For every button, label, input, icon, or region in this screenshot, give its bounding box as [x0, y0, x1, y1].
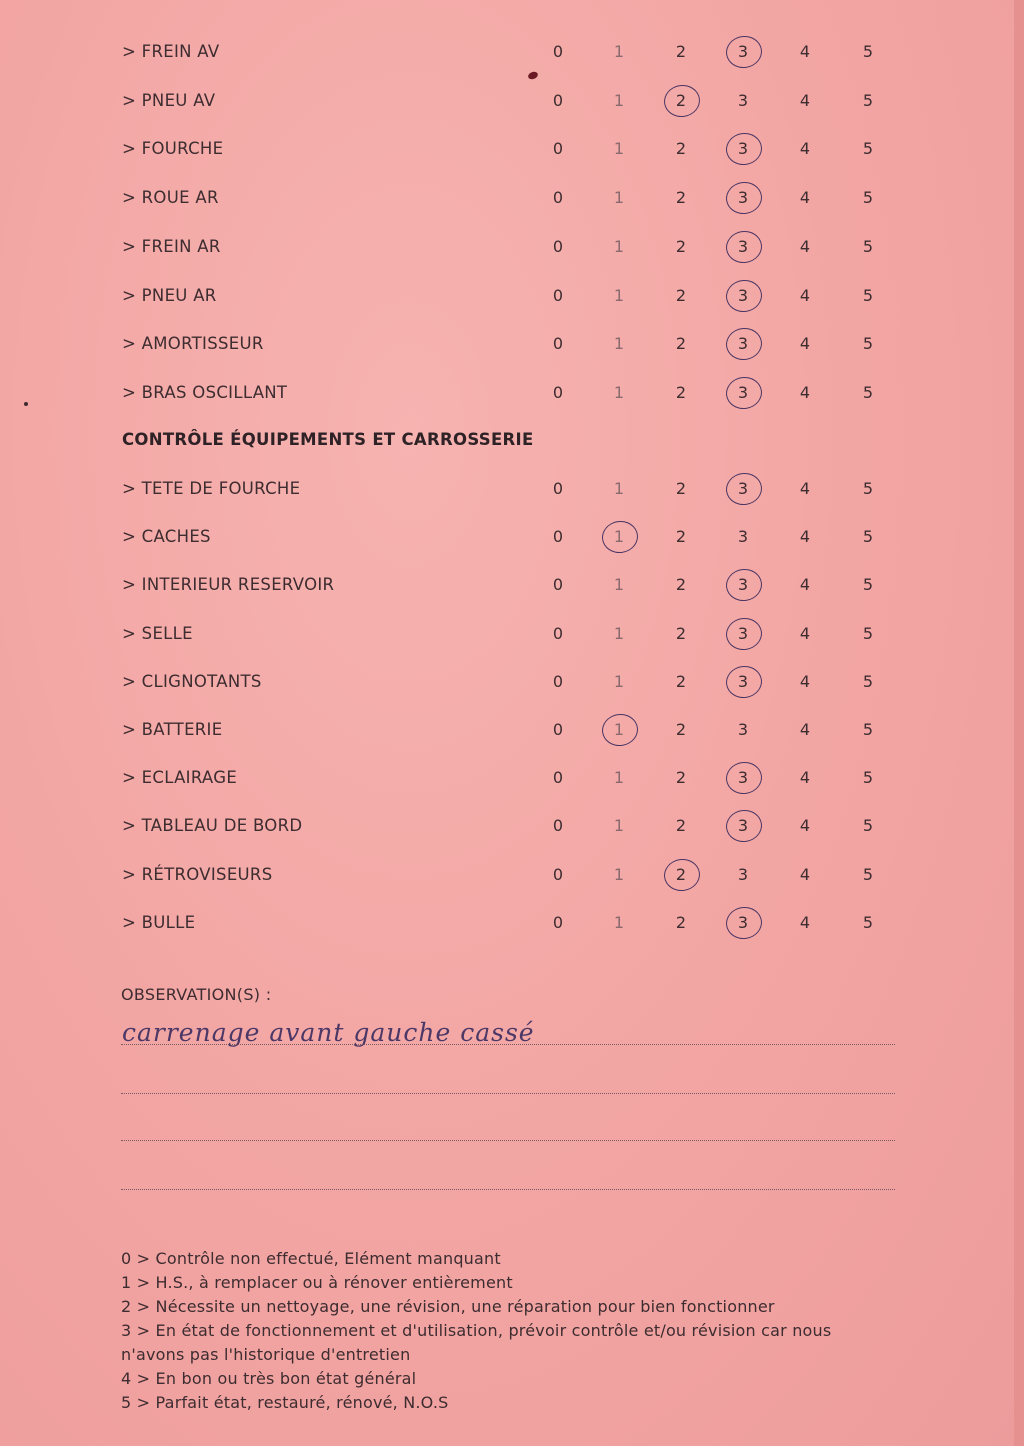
checklist-row — [0, 233, 1024, 263]
score-option[interactable]: 0 — [552, 671, 564, 691]
score-option[interactable]: 1 — [613, 768, 625, 788]
score-option[interactable]: 3 — [737, 623, 749, 643]
checklist-row — [0, 282, 1024, 312]
legend-line: 2 > Nécessite un nettoyage, une révision, une réparation pour bien fonctionner — [121, 1297, 775, 1316]
score-option[interactable]: 1 — [613, 90, 625, 110]
score-option[interactable]: 0 — [552, 382, 564, 402]
score-option[interactable]: 4 — [799, 527, 811, 547]
score-option[interactable]: 4 — [799, 90, 811, 110]
legend-line: 3 > En état de fonctionnement et d'utilisation, prévoir contrôle et/ou révision car nous — [121, 1321, 832, 1340]
score-option[interactable]: 2 — [675, 139, 687, 159]
score-option[interactable]: 1 — [613, 864, 625, 884]
selected-score-circle — [724, 34, 764, 71]
checklist-row — [0, 184, 1024, 214]
checklist-item-label: > CLIGNOTANTS — [122, 671, 262, 691]
observation-line — [121, 1093, 895, 1094]
score-option[interactable]: 5 — [862, 285, 874, 305]
score-option[interactable]: 4 — [799, 382, 811, 402]
score-option[interactable]: 5 — [862, 479, 874, 498]
score-option[interactable]: 1 — [613, 671, 625, 691]
score-option[interactable]: 3 — [737, 42, 749, 61]
score-option[interactable]: 3 — [737, 720, 749, 739]
score-option[interactable]: 2 — [675, 768, 687, 788]
score-option[interactable]: 5 — [862, 575, 874, 595]
checklist-item-label: > PNEU AV — [122, 90, 216, 110]
checklist-item-label: > ECLAIRAGE — [122, 768, 238, 788]
score-option[interactable]: 4 — [799, 671, 811, 691]
checklist-row — [0, 812, 1024, 842]
score-option[interactable]: 3 — [737, 575, 749, 595]
score-option[interactable]: 5 — [862, 527, 874, 547]
score-option[interactable]: 2 — [675, 334, 687, 354]
score-option[interactable]: 4 — [799, 479, 811, 498]
score-option[interactable]: 2 — [675, 623, 687, 643]
score-option[interactable]: 4 — [799, 285, 811, 305]
score-option[interactable]: 5 — [862, 42, 874, 61]
selected-score-circle — [724, 131, 764, 168]
score-option[interactable]: 4 — [799, 42, 811, 61]
score-option[interactable]: 0 — [552, 575, 564, 595]
checklist-item-label: > AMORTISSEUR — [122, 334, 264, 354]
checklist-row — [0, 330, 1024, 360]
checklist-row — [0, 379, 1024, 409]
ink-stain — [527, 71, 539, 81]
score-option[interactable]: 0 — [552, 42, 564, 61]
observation-line — [121, 1189, 895, 1190]
score-option[interactable]: 3 — [737, 479, 749, 498]
score-option[interactable]: 3 — [737, 285, 749, 305]
checklist-row — [0, 87, 1024, 117]
checklist-row — [0, 620, 1024, 650]
observations-label: OBSERVATION(S) : — [121, 985, 272, 1004]
checklist-item-label: > CACHES — [122, 527, 211, 547]
selected-score-circle — [724, 904, 764, 941]
score-option[interactable]: 5 — [862, 139, 874, 159]
score-option[interactable]: 0 — [552, 768, 564, 788]
checklist-row — [0, 571, 1024, 601]
score-option[interactable]: 4 — [799, 575, 811, 595]
score-option[interactable]: 0 — [552, 479, 564, 498]
observation-handwritten-note: carrenage avant gauche cassé — [122, 1018, 535, 1047]
score-option[interactable]: 3 — [737, 864, 749, 884]
selected-score-circle — [724, 567, 764, 604]
checklist-row — [0, 668, 1024, 698]
checklist-row — [0, 764, 1024, 794]
score-option[interactable]: 4 — [799, 139, 811, 159]
score-option[interactable]: 4 — [799, 236, 811, 256]
score-option[interactable]: 4 — [799, 720, 811, 739]
score-option[interactable]: 2 — [675, 912, 687, 932]
checklist-item-label: > BRAS OSCILLANT — [122, 382, 288, 402]
checklist-item-label: > INTERIEUR RESERVOIR — [122, 575, 335, 595]
score-option[interactable]: 1 — [613, 816, 625, 836]
score-option[interactable]: 1 — [613, 479, 625, 498]
score-option[interactable]: 4 — [799, 188, 811, 208]
score-option[interactable]: 1 — [613, 42, 625, 61]
score-option[interactable]: 3 — [737, 139, 749, 159]
score-option[interactable]: 0 — [552, 623, 564, 643]
checklist-row — [0, 861, 1024, 891]
score-option[interactable]: 1 — [613, 285, 625, 305]
score-option[interactable]: 1 — [613, 382, 625, 402]
selected-score-circle — [724, 760, 764, 797]
score-option[interactable]: 1 — [613, 139, 625, 159]
score-option[interactable]: 2 — [675, 864, 687, 884]
score-option[interactable]: 0 — [552, 816, 564, 836]
checklist-row — [0, 475, 1024, 505]
score-option[interactable]: 5 — [862, 768, 874, 788]
score-option[interactable]: 4 — [799, 816, 811, 836]
selected-score-circle — [724, 808, 764, 845]
score-option[interactable]: 3 — [737, 236, 749, 256]
score-option[interactable]: 2 — [675, 671, 687, 691]
selected-score-circle — [600, 712, 640, 749]
score-option[interactable]: 3 — [737, 912, 749, 932]
score-option[interactable]: 0 — [552, 188, 564, 208]
score-option[interactable]: 2 — [675, 42, 687, 61]
checklist-item-label: > FREIN AV — [122, 42, 220, 61]
score-option[interactable]: 3 — [737, 671, 749, 691]
score-option[interactable]: 3 — [737, 527, 749, 547]
score-option[interactable]: 0 — [552, 912, 564, 932]
selected-score-circle — [662, 856, 702, 893]
score-option[interactable]: 1 — [613, 236, 625, 256]
selected-score-circle — [724, 180, 764, 217]
observation-line — [121, 1140, 895, 1141]
score-option[interactable]: 3 — [737, 188, 749, 208]
score-option[interactable]: 2 — [675, 90, 687, 110]
score-option[interactable]: 4 — [799, 623, 811, 643]
score-option[interactable]: 5 — [862, 816, 874, 836]
score-option[interactable]: 1 — [613, 188, 625, 208]
score-option[interactable]: 3 — [737, 334, 749, 354]
selected-score-circle — [724, 615, 764, 652]
score-option[interactable]: 4 — [799, 864, 811, 884]
score-option[interactable]: 4 — [799, 334, 811, 354]
score-option[interactable]: 5 — [862, 334, 874, 354]
checklist-item-label: > ROUE AR — [122, 188, 219, 208]
legend-line: n'avons pas l'historique d'entretien — [121, 1345, 411, 1364]
score-option[interactable]: 5 — [862, 623, 874, 643]
score-option[interactable]: 0 — [552, 720, 564, 739]
score-option[interactable]: 1 — [613, 623, 625, 643]
legend-line: 0 > Contrôle non effectué, Elément manquant — [121, 1249, 501, 1268]
score-option[interactable]: 3 — [737, 382, 749, 402]
score-option[interactable]: 5 — [862, 671, 874, 691]
score-option[interactable]: 2 — [675, 188, 687, 208]
score-option[interactable]: 1 — [613, 912, 625, 932]
checklist-row — [0, 909, 1024, 939]
score-option[interactable]: 0 — [552, 236, 564, 256]
checklist-item-label: > TETE DE FOURCHE — [122, 479, 301, 498]
checklist-item-label: > FOURCHE — [122, 139, 224, 159]
legend-line: 5 > Parfait état, restauré, rénové, N.O.S — [121, 1393, 449, 1412]
checklist-row — [0, 716, 1024, 746]
selected-score-circle — [724, 375, 764, 412]
checklist-item-label: > TABLEAU DE BORD — [122, 816, 303, 836]
selected-score-circle — [600, 519, 640, 556]
score-option[interactable]: 2 — [675, 816, 687, 836]
score-option[interactable]: 2 — [675, 527, 687, 547]
score-option[interactable]: 5 — [862, 90, 874, 110]
selected-score-circle — [724, 471, 764, 508]
score-option[interactable]: 1 — [613, 334, 625, 354]
selected-score-circle — [724, 663, 764, 700]
score-option[interactable]: 4 — [799, 768, 811, 788]
score-option[interactable]: 0 — [552, 285, 564, 305]
checklist-item-label: > FREIN AR — [122, 236, 221, 256]
score-option[interactable]: 0 — [552, 139, 564, 159]
selected-score-circle — [724, 228, 764, 265]
score-option[interactable]: 2 — [675, 479, 687, 498]
score-option[interactable]: 1 — [613, 527, 625, 547]
score-option[interactable]: 5 — [862, 720, 874, 739]
score-option[interactable]: 2 — [675, 382, 687, 402]
selected-score-circle — [662, 82, 702, 119]
score-option[interactable]: 5 — [862, 382, 874, 402]
score-option[interactable]: 0 — [552, 90, 564, 110]
checklist-row — [0, 523, 1024, 553]
selected-score-circle — [724, 277, 764, 314]
checklist-item-label: > PNEU AR — [122, 285, 217, 305]
legend-line: 1 > H.S., à remplacer ou à rénover entièrement — [121, 1273, 513, 1292]
score-option[interactable]: 1 — [613, 575, 625, 595]
score-option[interactable]: 2 — [675, 236, 687, 256]
checklist-row — [0, 135, 1024, 165]
score-option[interactable]: 0 — [552, 864, 564, 884]
checklist-item-label: > RÉTROVISEURS — [122, 864, 273, 884]
score-option[interactable]: 2 — [675, 720, 687, 739]
checklist-item-label: > BATTERIE — [122, 720, 223, 739]
score-option[interactable]: 5 — [862, 864, 874, 884]
checklist-item-label: > SELLE — [122, 623, 193, 643]
score-option[interactable]: 5 — [862, 188, 874, 208]
legend-line: 4 > En bon ou très bon état général — [121, 1369, 417, 1388]
score-option[interactable]: 0 — [552, 527, 564, 547]
score-option[interactable]: 3 — [737, 90, 749, 110]
score-option[interactable]: 0 — [552, 334, 564, 354]
checklist-row — [0, 38, 1024, 68]
score-option[interactable]: 3 — [737, 816, 749, 836]
section-title: CONTRÔLE ÉQUIPEMENTS ET CARROSSERIE — [122, 430, 534, 449]
score-option[interactable]: 2 — [675, 285, 687, 305]
score-option[interactable]: 5 — [862, 912, 874, 932]
score-option[interactable]: 4 — [799, 912, 811, 932]
observation-line — [121, 1044, 895, 1045]
checklist-item-label: > BULLE — [122, 912, 196, 932]
score-option[interactable]: 2 — [675, 575, 687, 595]
score-option[interactable]: 5 — [862, 236, 874, 256]
selected-score-circle — [724, 326, 764, 363]
rating-legend — [121, 1247, 901, 1415]
score-option[interactable]: 3 — [737, 768, 749, 788]
score-option[interactable]: 1 — [613, 720, 625, 739]
